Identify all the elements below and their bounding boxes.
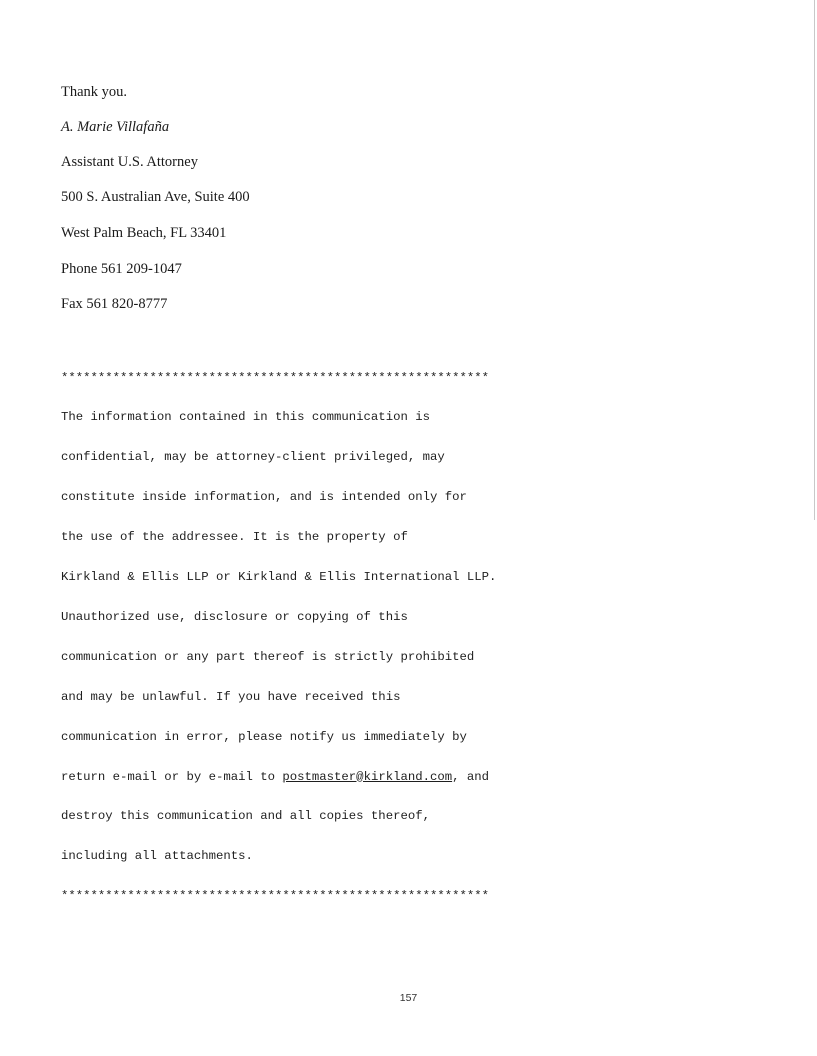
disclaimer-line: communication or any part thereof is strictly prohibited <box>61 649 475 664</box>
email-line-suffix: , and <box>452 769 490 784</box>
address-line-2: West Palm Beach, FL 33401 <box>61 225 227 241</box>
signer-title: Assistant U.S. Attorney <box>61 154 198 170</box>
disclaimer-line: and may be unlawful. If you have received this <box>61 689 401 704</box>
fax-number: Fax 561 820-8777 <box>61 296 168 312</box>
closing-text: Thank you. <box>61 84 128 100</box>
signer-name: A. Marie Villafaña <box>61 119 170 135</box>
disclaimer-line: Kirkland & Ellis LLP or Kirkland & Ellis International LLP. <box>61 570 497 585</box>
scan-edge-line <box>814 0 815 520</box>
disclaimer-line: constitute inside information, and is intended only for <box>61 490 467 505</box>
disclaimer-line: communication in error, please notify us immediately by <box>61 729 467 744</box>
disclaimer-border-bottom: ********************************************************** <box>61 889 490 904</box>
disclaimer-line: Unauthorized use, disclosure or copying of this <box>61 609 408 624</box>
disclaimer-line: confidential, may be attorney-client privileged, may <box>61 450 445 465</box>
postmaster-email-link[interactable]: postmaster@kirkland.com <box>282 769 453 784</box>
disclaimer-line: The information contained in this communication is <box>61 410 430 425</box>
email-line-prefix: return e-mail or by e-mail to <box>61 769 283 784</box>
disclaimer-email-line <box>61 771 496 784</box>
disclaimer-line: the use of the addressee. It is the property of <box>61 530 408 545</box>
address-line-1: 500 S. Australian Ave, Suite 400 <box>61 189 250 205</box>
disclaimer-border-top: ********************************************************** <box>61 370 490 385</box>
disclaimer-line: including all attachments. <box>61 849 253 864</box>
page-number: 157 <box>399 992 418 1004</box>
disclaimer-line: destroy this communication and all copies thereof, <box>61 809 430 824</box>
confidentiality-disclaimer <box>61 345 496 930</box>
phone-number: Phone 561 209-1047 <box>61 261 182 277</box>
